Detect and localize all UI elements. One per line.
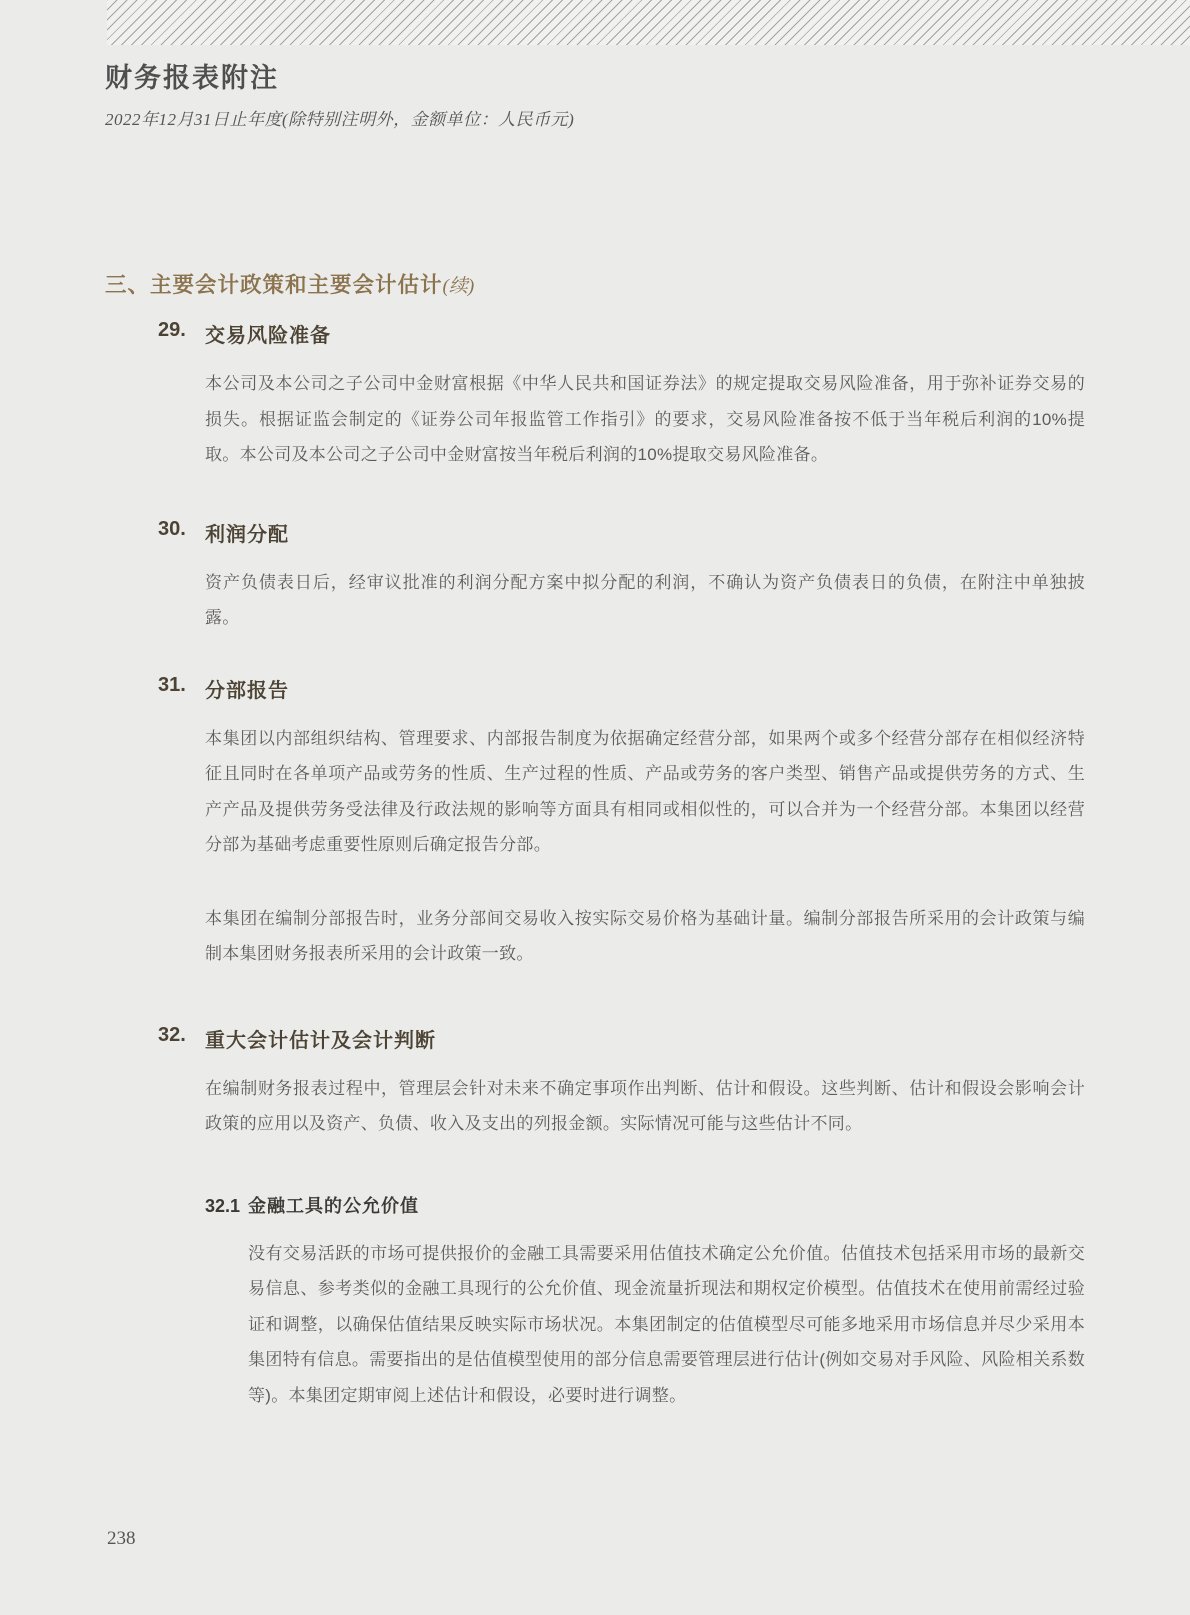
section-title: 重大会计估计及会计判断 — [205, 1029, 436, 1052]
section-number: 30. — [158, 517, 186, 540]
subsection-32-1-paragraph: 没有交易活跃的市场可提供报价的金融工具需要采用估值技术确定公允价值。估值技术包括采用市场的最新交易信息、参考类似的金融工具现行的公允价值、现金流量折现法和期权定价模型。估值技术在使用前需经过验证和调整，以确保估值结果反映实际市场状况。本集团制定的估值模型尽可能多地采用市场信息并尽少采用本集团特有信息。需要指出的是估值模型使用的部分信息需要管理层进行估计(例如交易对手风险、风险相关系数等)。本集团定期审阅上述估计和假设，必要时进行调整。 — [248, 1243, 1085, 1405]
section-number: 31. — [158, 673, 186, 696]
subsection-number: 32.1 — [205, 1195, 241, 1216]
chapter-heading — [105, 268, 1085, 299]
subsection-heading-32-1 — [205, 1192, 1085, 1218]
chapter-heading-suffix: (续) — [442, 276, 475, 297]
document-content — [0, 268, 1190, 1413]
section-heading-32 — [158, 1024, 1085, 1053]
section-31-paragraph-1: 本集团以内部组织结构、管理要求、内部报告制度为依据确定经营分部，如果两个或多个经营分部存在相似经济特征且同时在各单项产品或劳务的性质、生产过程的性质、产品或劳务的客户类型、销售产品或提供劳务的方式、生产产品及提供劳务受法律及行政法规的影响等方面具有相同或相似性的，可以合并为一个经营分部。本集团以经营分部为基础考虑重要性原则后确定报告分部。 — [205, 728, 1085, 854]
section-heading-30 — [158, 518, 1085, 547]
section-title: 交易风险准备 — [205, 325, 331, 347]
section-title: 利润分配 — [205, 523, 289, 546]
page-number: 238 — [107, 1528, 136, 1549]
section-32-paragraph: 在编制财务报表过程中，管理层会针对未来不确定事项作出判断、估计和假设。这些判断、估计和假设会影响会计政策的应用以及资产、负债、收入及支出的列报金额。实际情况可能与这些估计不同。 — [205, 1078, 1085, 1133]
document-header — [105, 56, 1085, 130]
document-subtitle: 2022年12月31日止年度(除特别注明外，金额单位：人民币元) — [105, 110, 575, 129]
hatch-pattern-band — [107, 0, 1190, 45]
section-30-paragraph: 资产负债表日后，经审议批准的利润分配方案中拟分配的利润，不确认为资产负债表日的负债，在附注中单独披露。 — [205, 572, 1085, 627]
section-number: 32. — [158, 1023, 186, 1046]
chapter-heading-text: 三、主要会计政策和主要会计估计 — [105, 273, 443, 297]
section-number: 29. — [158, 319, 186, 341]
section-31-paragraph-2: 本集团在编制分部报告时，业务分部间交易收入按实际交易价格为基础计量。编制分部报告所采用的会计政策与编制本集团财务报表所采用的会计政策一致。 — [205, 908, 1085, 963]
document-title: 财务报表附注 — [105, 63, 279, 93]
section-title: 分部报告 — [205, 679, 289, 702]
section-29-paragraph: 本公司及本公司之子公司中金财富根据《中华人民共和国证券法》的规定提取交易风险准备，用于弥补证券交易的损失。根据证监会制定的《证券公司年报监管工作指引》的要求，交易风险准备按不低于当年税后利润的10%提取。本公司及本公司之子公司中金财富按当年税后利润的10%提取交易风险准备。 — [205, 374, 1085, 464]
section-heading-31 — [158, 674, 1085, 703]
section-heading-29 — [158, 319, 1085, 348]
subsection-title: 金融工具的公允价值 — [248, 1195, 420, 1216]
